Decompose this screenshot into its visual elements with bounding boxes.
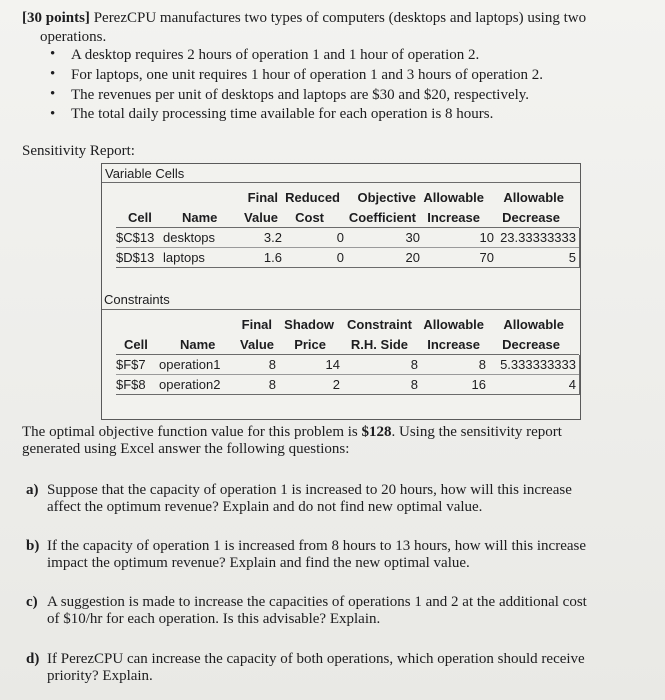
divider	[102, 182, 580, 183]
cell-value: 3.2	[263, 230, 282, 245]
points-label: [30 points]	[22, 10, 90, 26]
col-header: Cost	[295, 210, 324, 225]
col-header: Allowable	[423, 317, 484, 332]
cell-ref: $F$7	[116, 357, 146, 372]
cell-value: 5	[568, 250, 576, 265]
divider	[116, 247, 579, 248]
question-label: d)	[26, 651, 40, 667]
cell-value: 8	[268, 377, 276, 392]
cell-value: 1.6	[263, 250, 282, 265]
cell-value: 8	[478, 357, 486, 372]
cell-value: 0	[336, 250, 344, 265]
variable-cells-title: Variable Cells	[105, 166, 185, 181]
cell-ref: $F$8	[116, 377, 146, 392]
col-header: Name	[180, 337, 216, 352]
col-header: Increase	[427, 210, 480, 225]
intro-line2: operations.	[40, 29, 107, 45]
question-text: priority? Explain.	[47, 668, 153, 684]
col-header: Reduced	[285, 190, 340, 205]
col-header: R.H. Side	[350, 337, 408, 352]
col-header: Allowable	[503, 317, 564, 332]
question-label: a)	[26, 482, 39, 498]
question-text: If PerezCPU can increase the capacity of both operations, which operation should receive	[47, 651, 585, 667]
col-header: Price	[294, 337, 326, 352]
problem-intro	[22, 10, 586, 27]
question-text: affect the optimum revenue? Explain and do not find new optimal value.	[47, 499, 483, 515]
sensitivity-report	[101, 163, 581, 420]
bullet-item: The revenues per unit of desktops and laptops are $30 and $20, respectively.	[71, 87, 530, 103]
cell-value: 70	[479, 250, 494, 265]
col-header: Allowable	[503, 190, 564, 205]
cell-name: operation1	[159, 357, 221, 372]
optimal-line1	[22, 424, 562, 441]
cell-value: 8	[268, 357, 276, 372]
divider	[102, 309, 580, 310]
cell-name: desktops	[163, 230, 216, 245]
bullet-item: The total daily processing time available for each operation is 8 hours.	[71, 106, 494, 122]
divider	[116, 394, 579, 395]
optimal-text: . Using the sensitivity report	[391, 424, 562, 440]
question-text: of $10/hr for each operation. Is this advisable? Explain.	[47, 611, 381, 627]
cell-ref: $C$13	[116, 230, 155, 245]
question-text: A suggestion is made to increase the capacities of operations 1 and 2 at the additional cost	[47, 594, 587, 610]
col-header: Decrease	[502, 337, 560, 352]
question-text: impact the optimum revenue? Explain and find the new optimal value.	[47, 555, 470, 571]
cell-value: 10	[479, 230, 494, 245]
bullet-dot: •	[50, 106, 56, 122]
cell-value: 8	[410, 377, 418, 392]
col-header: Constraint	[347, 317, 412, 332]
cell-name: operation2	[159, 377, 221, 392]
divider	[116, 374, 579, 375]
col-header: Cell	[128, 210, 152, 225]
constraints-title: Constraints	[104, 292, 170, 307]
intro-line1: PerezCPU manufactures two types of computers (desktops and laptops) using two	[89, 10, 587, 26]
bullet-dot: •	[50, 66, 56, 82]
bullet-dot: •	[50, 46, 56, 62]
divider	[116, 354, 579, 355]
col-header: Name	[182, 210, 218, 225]
question-text: Suppose that the capacity of operation 1 is increased to 20 hours, how will this increase	[47, 482, 572, 498]
col-header: Increase	[427, 337, 480, 352]
cell-value: 16	[471, 377, 486, 392]
col-header: Value	[244, 210, 278, 225]
sensitivity-heading: Sensitivity Report:	[22, 143, 135, 159]
col-header: Coefficient	[348, 210, 416, 225]
cell-ref: $D$13	[116, 250, 155, 265]
divider	[116, 227, 579, 228]
optimal-text: The optimal objective function value for this problem is	[22, 424, 362, 440]
bullet-item: For laptops, one unit requires 1 hour of operation 1 and 3 hours of operation 2.	[71, 67, 543, 83]
cell-value: 23.33333333	[500, 230, 576, 245]
optimal-value: $128	[361, 424, 392, 440]
cell-value: 20	[405, 250, 420, 265]
bullet-item: A desktop requires 2 hours of operation 1 and 1 hour of operation 2.	[71, 47, 480, 63]
cell-name: laptops	[163, 250, 205, 265]
col-header: Cell	[124, 337, 148, 352]
divider	[579, 355, 580, 395]
col-header: Decrease	[502, 210, 560, 225]
cell-value: 5.333333333	[500, 357, 576, 372]
cell-value: 30	[405, 230, 420, 245]
cell-value: 4	[568, 377, 576, 392]
cell-value: 8	[410, 357, 418, 372]
cell-value: 14	[325, 357, 340, 372]
divider	[579, 228, 580, 268]
col-header: Value	[240, 337, 274, 352]
question-text: If the capacity of operation 1 is increased from 8 hours to 13 hours, how will this increase	[47, 538, 587, 554]
cell-value: 0	[336, 230, 344, 245]
bullet-dot: •	[50, 86, 56, 102]
question-label: c)	[26, 594, 38, 610]
col-header: Objective	[357, 190, 416, 205]
cell-value: 2	[332, 377, 340, 392]
col-header: Allowable	[423, 190, 484, 205]
question-label: b)	[26, 538, 40, 554]
optimal-line2: generated using Excel answer the following questions:	[22, 441, 350, 457]
col-header: Shadow	[284, 317, 334, 332]
divider	[116, 267, 579, 268]
col-header: Final	[241, 317, 272, 332]
col-header: Final	[247, 190, 278, 205]
